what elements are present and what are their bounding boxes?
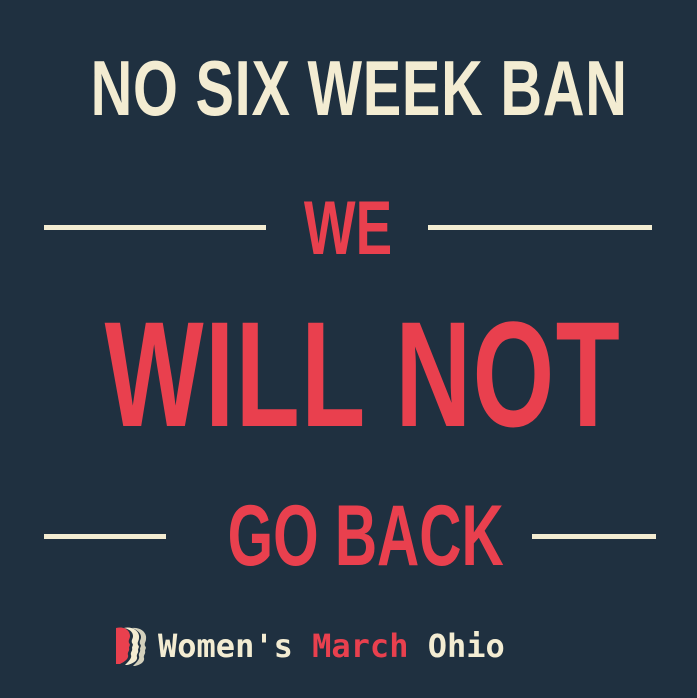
brand-ohio: Ohio [427, 627, 505, 665]
slogan-go-back: GO BACK [227, 488, 504, 584]
brand-march: March [312, 627, 409, 665]
divider-right-bottom [532, 534, 656, 539]
divider-left-top [44, 225, 266, 230]
brand-name [158, 624, 505, 668]
headline-no-six-week-ban: NO SIX WEEK BAN [90, 44, 628, 132]
slogan-will-not: WILL NOT [104, 290, 622, 458]
womens-march-profiles-logo-icon [110, 624, 152, 668]
brand-womens: Women's [158, 627, 293, 665]
divider-left-bottom [44, 534, 166, 539]
divider-right-top [428, 225, 652, 230]
footer-brand [110, 622, 590, 670]
slogan-we: WE [303, 186, 393, 271]
